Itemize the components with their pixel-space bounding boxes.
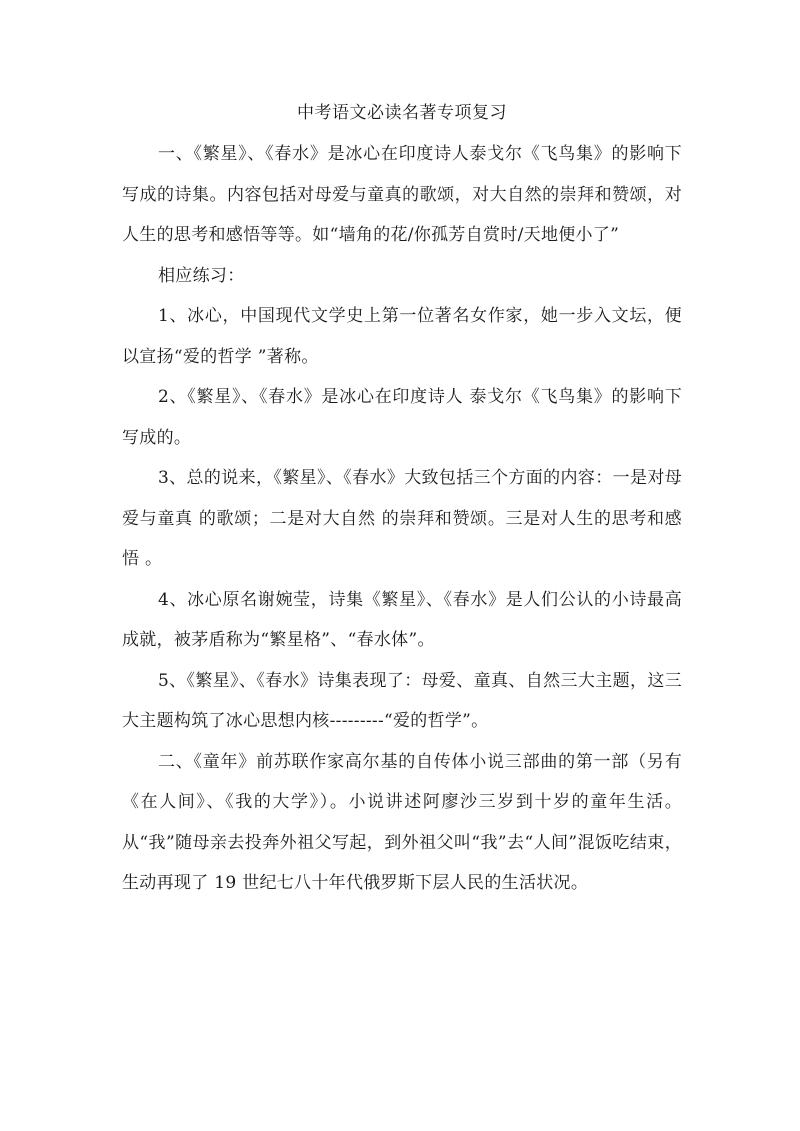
paragraph-exercise-5: 5、《繁星》、《春水》诗集表现了：母爱、童真、自然三大主题，这三大主题构筑了冰心思想内核---------“爱的哲学”。	[122, 670, 682, 731]
paragraph-tongnian: 二、《童年》前苏联作家高尔基的自传体小说三部曲的第一部（另有《在人间》、《我的大学》）。小说讲述阿廖沙三岁到十岁的童年生活。从“我”随母亲去投奔外祖父写起，到外祖父叫“我”去“人间”混饭吃结束，生动再现了 19 世纪七八十年代俄罗斯下层人民的生活状况。	[122, 751, 682, 893]
paragraph-exercise-1: 1、冰心，中国现代文学史上第一位著名女作家，她一步入文坛，便以宣扬“爱的哲学 ”著称。	[122, 306, 682, 367]
paragraph-exercise-heading: 相应练习：	[158, 265, 245, 286]
document-title: 中考语文必读名著专项复习	[297, 103, 507, 123]
paragraph-exercise-4: 4、冰心原名谢婉莹，诗集《繁星》、《春水》是人们公认的小诗最高成就，被茅盾称为“繁星格”、“春水体”。	[122, 589, 682, 650]
paragraph-fanxing-chunshui: 一、《繁星》、《春水》是冰心在印度诗人泰戈尔《飞鸟集》的影响下写成的诗集。内容包括对母爱与童真的歌颂，对大自然的崇拜和赞颂，对人生的思考和感悟等等。如“墙角的花/你孤芳自赏时/天地便小了”	[122, 144, 682, 245]
paragraph-exercise-3: 3、总的说来，《繁星》、《春水》大致包括三个方面的内容：一是对母爱与童真 的歌颂；二是对大自然 的崇拜和赞颂。三是对人生的思考和感悟 。	[122, 468, 682, 569]
paragraph-exercise-2: 2、《繁星》、《春水》是冰心在印度诗人 泰戈尔《飞鸟集》的影响下写成的。	[122, 387, 682, 448]
